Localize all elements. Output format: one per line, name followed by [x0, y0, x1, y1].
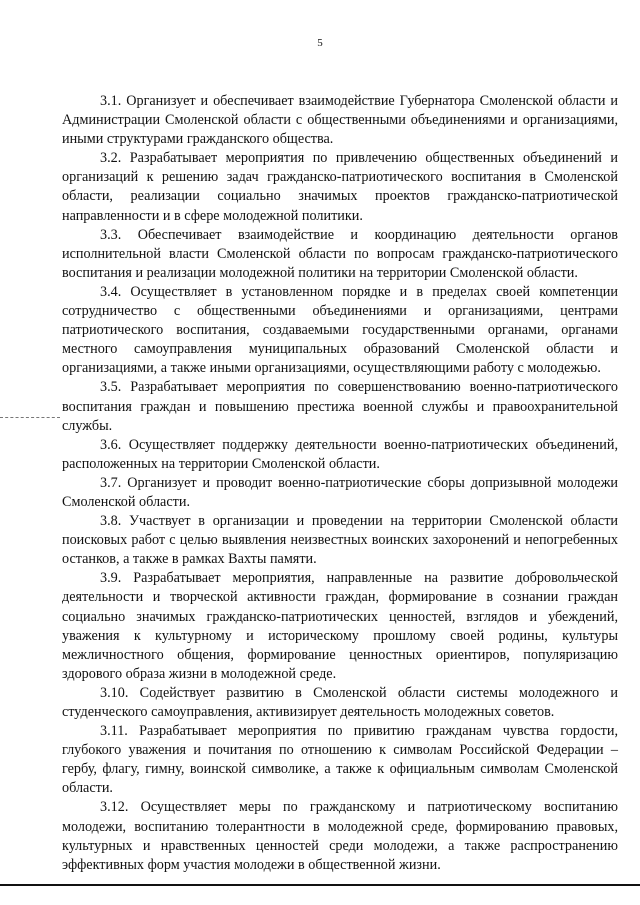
- page-number: 5: [317, 37, 323, 49]
- paragraph-3-8: 3.8. Участвует в организации и проведении на территории Смоленской области поисковых работ с целью выявления неизвестных воинских захоронений и непогребенных останков, а также в рамках Вахты памяти.: [62, 513, 618, 568]
- paragraph-3-2: 3.2. Разрабатывает мероприятия по привлечению общественных объединений и организаций к решению задач гражданско-патриотического воспитания в Смоленской области, реализации социально значимых проектов гражданско-патриотической направленности и в сфере молодежной политики.: [62, 150, 618, 224]
- paragraph-3-1: 3.1. Организует и обеспечивает взаимодействие Губернатора Смоленской области и Администрации Смоленской области с общественными объединениями и организациями, иными структурами гражданского общества.: [62, 93, 618, 148]
- paragraph-3-12: 3.12. Осуществляет меры по гражданскому и патриотическому воспитанию молодежи, воспитанию толерантности в молодежной среде, формированию правовых, культурных и нравственных ценностей среди молодежи, а также распространению эффективных форм участия молодежи в общественной жизни.: [62, 799, 618, 873]
- paragraph-3-10: 3.10. Содействует развитию в Смоленской области системы молодежного и студенческого самоуправления, активизирует деятельность молодежных советов.: [62, 684, 618, 720]
- paragraph-3-5: 3.5. Разрабатывает мероприятия по совершенствованию военно-патриотического воспитания граждан и повышению престижа военной службы и правоохранительной службы.: [62, 379, 618, 434]
- scan-artifact-line: [0, 417, 60, 418]
- paragraph-3-9: 3.9. Разрабатывает мероприятия, направленные на развитие добровольческой деятельности и творческой активности граждан, формирование в сознании граждан социально значимых гражданско-патриотических ценностей, взглядов и убеждений, уважения к культурному и историческому прошлому своей родины, культуры межличностного общения, формирование ценностных ориентиров, популяризацию здорового образа жизни в молодежной среде.: [62, 570, 618, 682]
- document-body: [62, 92, 618, 875]
- paragraph-3-7: 3.7. Организует и проводит военно-патриотические сборы допризывной молодежи Смоленской области.: [62, 474, 618, 510]
- paragraph-3-6: 3.6. Осуществляет поддержку деятельности военно-патриотических объединений, расположенных на территории Смоленской области.: [62, 436, 618, 472]
- paragraph-3-4: 3.4. Осуществляет в установленном порядке и в пределах своей компетенции сотрудничество с общественными объединениями и организациями, центрами патриотического воспитания, создаваемыми государственными органами, органами местного самоуправления муниципальных образований Смоленской области и организациями, а также иными организациями, осуществляющими работу с молодежью.: [62, 283, 618, 377]
- paragraph-3-3: 3.3. Обеспечивает взаимодействие и координацию деятельности органов исполнительной власти Смоленской области по вопросам гражданско-патриотического воспитания и реализации молодежной политики на территории Смоленской области.: [62, 226, 618, 281]
- bottom-rule: [0, 884, 640, 886]
- paragraph-3-11: 3.11. Разрабатывает мероприятия по привитию гражданам чувства гордости, глубокого уважения и почитания по отношению к символам Российской Федерации – гербу, флагу, гимну, воинской символике, а также к официальным символам Смоленской области.: [62, 723, 618, 797]
